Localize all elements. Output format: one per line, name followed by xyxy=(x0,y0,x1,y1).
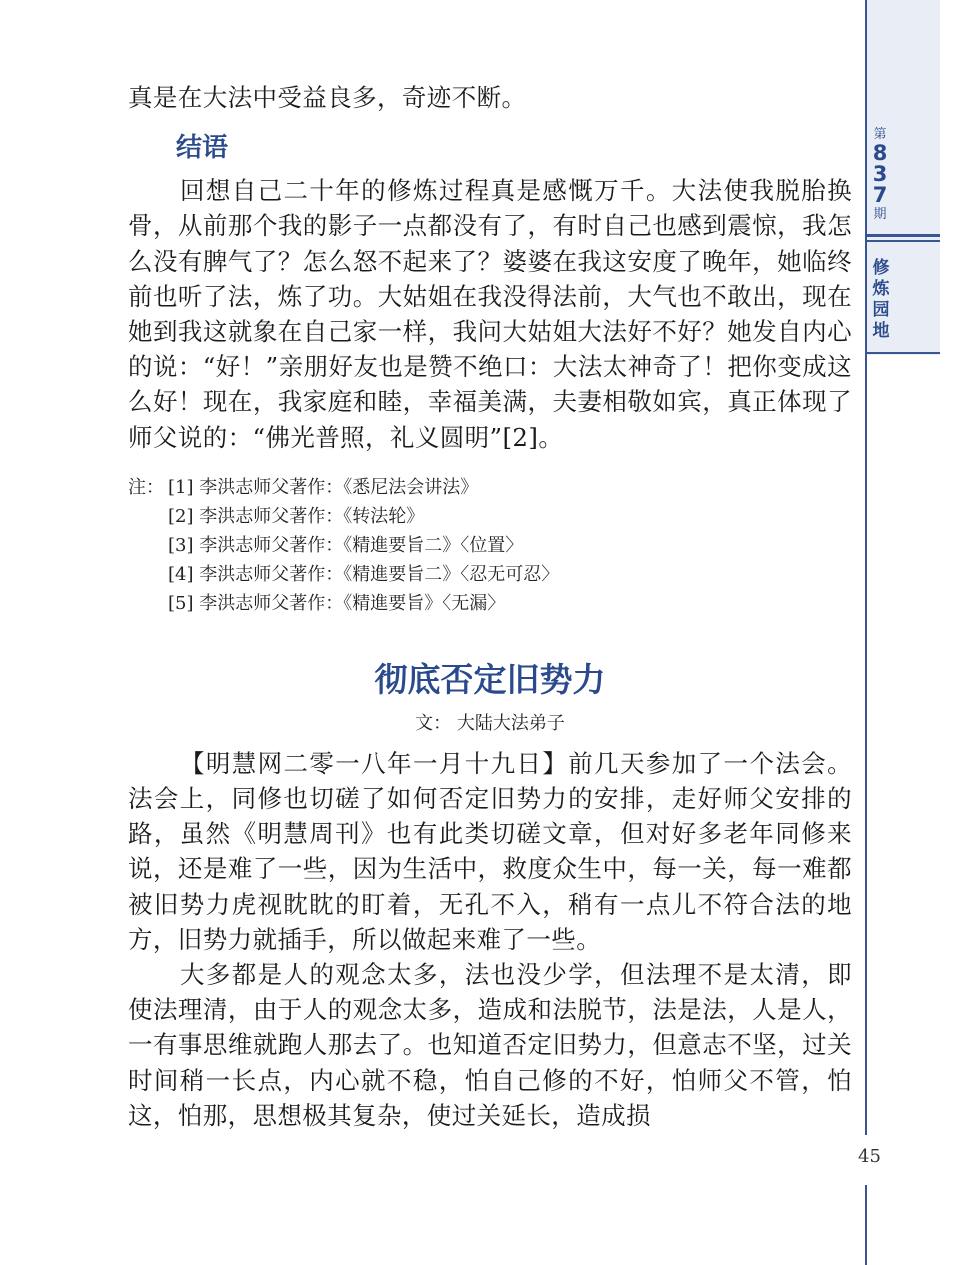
article-paragraph: 大多都是人的观念太多，法也没少学，但法理不是太清，即使法理清，由于人的观念太多，造成和法脱节，法是法，人是人，一有事思维就跑人那去了。也知道否定旧势力，但意志不坚，过关时间稍一长点，内心就不稳，怕自己修的不好，怕师父不管，怕这，怕那，思想极其复杂，使过关延长，造成损 xyxy=(128,960,852,1130)
page-number: 45 xyxy=(858,1146,881,1167)
lead-line: 真是在大法中受益良多，奇迹不断。 xyxy=(128,83,527,112)
footnote-item xyxy=(128,531,852,560)
column-char: 修 xyxy=(872,258,890,278)
article-byline: 文： 大陆大法弟子 xyxy=(415,712,565,734)
sidebar-rule xyxy=(867,240,940,242)
column-char: 炼 xyxy=(872,279,890,299)
article-title: 彻底否定旧势力 xyxy=(374,659,606,699)
sidebar-rule xyxy=(867,352,940,354)
footnote-text: [1] 李洪志师父著作：《悉尼法会讲法》 xyxy=(168,476,479,498)
article-paragraph: 【明慧网二零一八年一月十九日】前几天参加了一个法会。 法会上，同修也切磋了如何否定旧势力的安排，走好师父安排的路，虽然《明慧周刊》也有此类切磋文章，但对好多老年同修来说，还是难了一些，因为生活中，救度众生中，每一关，每一难都被旧势力虎视眈眈的盯着，无孔不入，稍有一点儿不符合法的地方，旧势力就插手，所以做起来难了一些。 xyxy=(128,748,852,954)
issue-number xyxy=(870,126,890,223)
footnote-text: [3] 李洪志师父著作：《精進要旨二》〈位置〉 xyxy=(168,534,524,556)
footnote-item xyxy=(128,589,852,618)
issue-digit: 7 xyxy=(872,183,888,207)
main-content xyxy=(128,80,852,1133)
column-char: 地 xyxy=(872,321,890,341)
conclusion-paragraph: 回想自己二十年的修炼过程真是感慨万千。大法使我脱胎换骨，从前那个我的影子一点都没有了，有时自己也感到震惊，我怎么没有脾气了？怎么怒不起来了？婆婆在我这安度了晚年，她临终前也听了法，炼了功。大姑姐在我没得法前，大气也不敢出，现在她到我这就象在自己家一样，我问大姑姐大法好不好？她发自内心的说：“好！”亲朋好友也是赞不绝口：大法太神奇了！把你变成这么好！现在，我家庭和睦，幸福美满，夫妻相敬如宾，真正体现了师父说的：“佛光普照，礼义圆明”[2]。 xyxy=(128,176,852,452)
issue-suffix: 期 xyxy=(873,207,887,222)
issue-prefix: 第 xyxy=(873,127,887,142)
footnote-text: [5] 李洪志师父著作：《精進要旨》〈无漏〉 xyxy=(168,592,506,614)
column-name xyxy=(870,258,892,342)
issue-digit: 8 xyxy=(872,141,888,165)
footnote-item xyxy=(128,502,852,531)
column-char: 园 xyxy=(872,300,890,320)
issue-digit: 3 xyxy=(872,162,888,186)
footnote-label: 注： xyxy=(128,476,164,498)
sidebar-rule xyxy=(867,234,940,237)
sidebar-border-line xyxy=(865,0,867,1265)
footnotes xyxy=(128,473,852,618)
footnote-text: [4] 李洪志师父著作：《精進要旨二》〈忍无可忍〉 xyxy=(168,563,560,585)
footnote-item xyxy=(128,560,852,589)
section-heading: 结语 xyxy=(176,133,229,164)
footnote-text: [2] 李洪志师父著作：《转法轮》 xyxy=(168,505,425,527)
footnote-item xyxy=(128,473,852,502)
